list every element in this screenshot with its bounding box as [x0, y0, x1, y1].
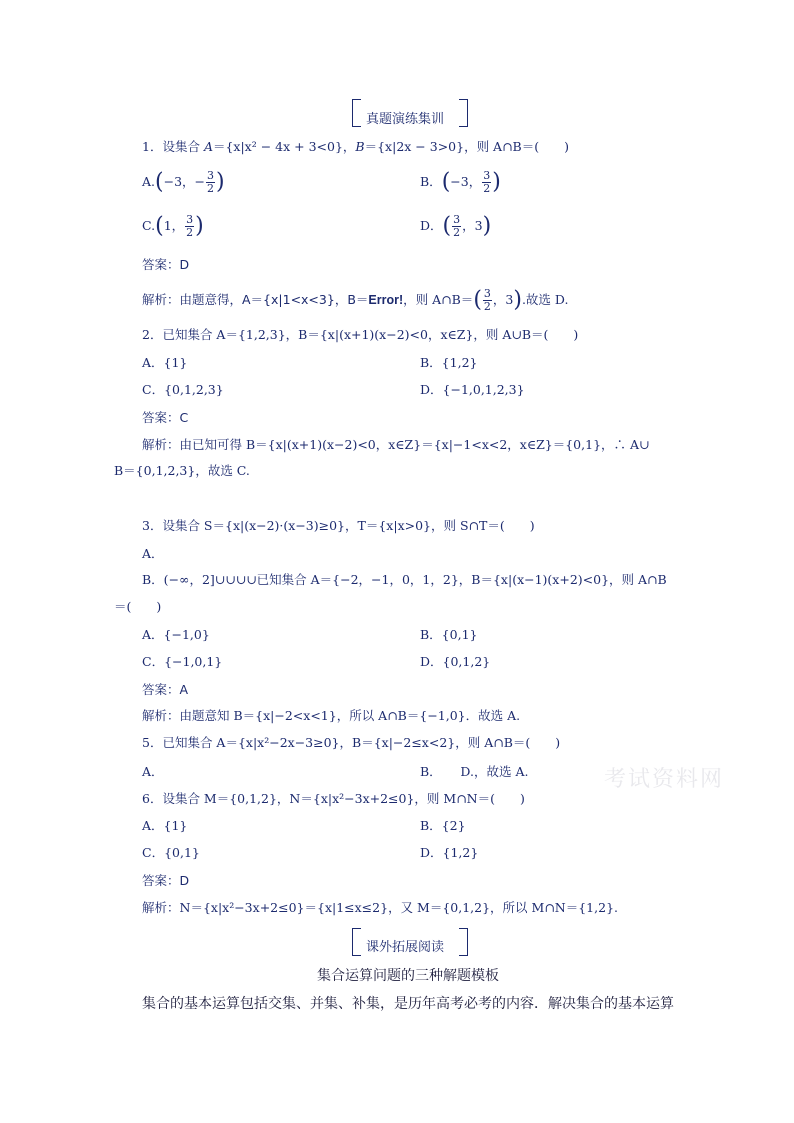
question-6-analysis: 解析：N＝{x|x²−3x+2≤0}＝{x|1≤x≤2}，又 M＝{0,1,2}，所以 M∩N＝{1,2}.: [142, 900, 618, 915]
question-2-option-d: D．{−1,0,1,2,3}: [420, 382, 525, 397]
question-2-option-b: B．{1,2}: [420, 355, 478, 370]
question-5-option-a: A．: [142, 764, 164, 779]
question-6-option-d: D．{1,2}: [420, 845, 479, 860]
question-3-option-a: A．: [142, 546, 164, 561]
question-6-option-a: A．{1}: [142, 818, 188, 833]
question-2-analysis-line2: B＝{0,1,2,3}，故选 C.: [114, 463, 250, 478]
question-3-option-b: B．(−∞，2]∪∪∪∪已知集合 A＝{−2，−1，0，1，2}，B＝{x|(x−1)(x+2)<0}，则 A∩B: [142, 572, 667, 587]
section-2-bracket-left: [352, 928, 361, 956]
reading-heading: 集合运算问题的三种解题模板: [317, 968, 499, 984]
question-4-option-c: C．{−1,0,1}: [142, 654, 223, 669]
question-6-option-b: B．{2}: [420, 818, 466, 833]
question-1-option-d: D．( $\frac{3}{2}$ ，3): [420, 213, 492, 239]
question-2-analysis-line1: 解析：由已知可得 B＝{x|(x+1)(x−2)<0，x∈Z}＝{x|−1<x<2，x∈Z}＝{0,1}，∴ A∪: [142, 437, 650, 452]
section-2-bracket-right: [459, 928, 468, 956]
question-4-option-d: D．{0,1,2}: [420, 654, 491, 669]
question-2-stem: 2．已知集合 A＝{1,2,3}，B＝{x|(x+1)(x−2)<0，x∈Z}，则 A∪B＝( ): [142, 327, 579, 342]
question-1-stem: 1．设集合 A＝{x|x² − 4x + 3<0}，B＝{x|2x − 3>0}，则 A∩B＝( ): [142, 139, 569, 154]
question-6-option-c: C．{0,1}: [142, 845, 200, 860]
question-4-option-a: A．{−1,0}: [142, 627, 210, 642]
section-header-bracket-right: [459, 99, 468, 127]
question-2-option-c: C．{0,1,2,3}: [142, 382, 224, 397]
question-1-option-b: B．(−3， $\frac{3}{2}$ ): [420, 169, 501, 195]
question-3-stem: 3．设集合 S＝{x|(x−2)·(x−3)≥0}，T＝{x|x>0}，则 S∩T＝( ): [142, 518, 535, 533]
question-1-option-c: C.(1， $\frac{3}{2}$ ): [142, 213, 204, 239]
question-5-option-b: B． D.，故选 A.: [420, 764, 529, 779]
question-2-answer: 答案：C: [142, 410, 189, 425]
section-2-title: 课外拓展阅读: [366, 940, 445, 955]
question-1-option-a: A.(−3，− $\frac{3}{2}$ ): [142, 169, 225, 195]
section-title: 真题演练集训: [366, 112, 445, 127]
section-header-bracket-left: [352, 99, 361, 127]
question-6-answer: 答案：D: [142, 873, 190, 888]
question-6-stem: 6．设集合 M＝{0,1,2}，N＝{x|x²−3x+2≤0}，则 M∩N＝( ): [142, 791, 525, 806]
question-3-option-b-cont: ＝( ): [114, 599, 162, 614]
error-field: Error!: [368, 293, 404, 307]
watermark: 考试资料网: [604, 767, 725, 792]
question-1-analysis: 解析：由题意得，A＝{x|1<x<3}，B＝Error!，则 A∩B＝( $\frac{3}{2}$ ，3).故选 D.: [142, 287, 569, 313]
question-4-answer: 答案：A: [142, 682, 189, 697]
question-5-stem: 5．已知集合 A＝{x|x²−2x−3≥0}，B＝{x|−2≤x<2}，则 A∩B＝( ): [142, 735, 561, 750]
question-4-analysis: 解析：由题意知 B＝{x|−2<x<1}，所以 A∩B＝{−1,0}．故选 A.: [142, 708, 521, 723]
question-1-answer: 答案：D: [142, 257, 190, 272]
question-2-option-a: A．{1}: [142, 355, 188, 370]
reading-paragraph: 集合的基本运算包括交集、并集、补集，是历年高考必考的内容．解决集合的基本运算: [142, 996, 674, 1012]
question-4-option-b: B．{0,1}: [420, 627, 478, 642]
